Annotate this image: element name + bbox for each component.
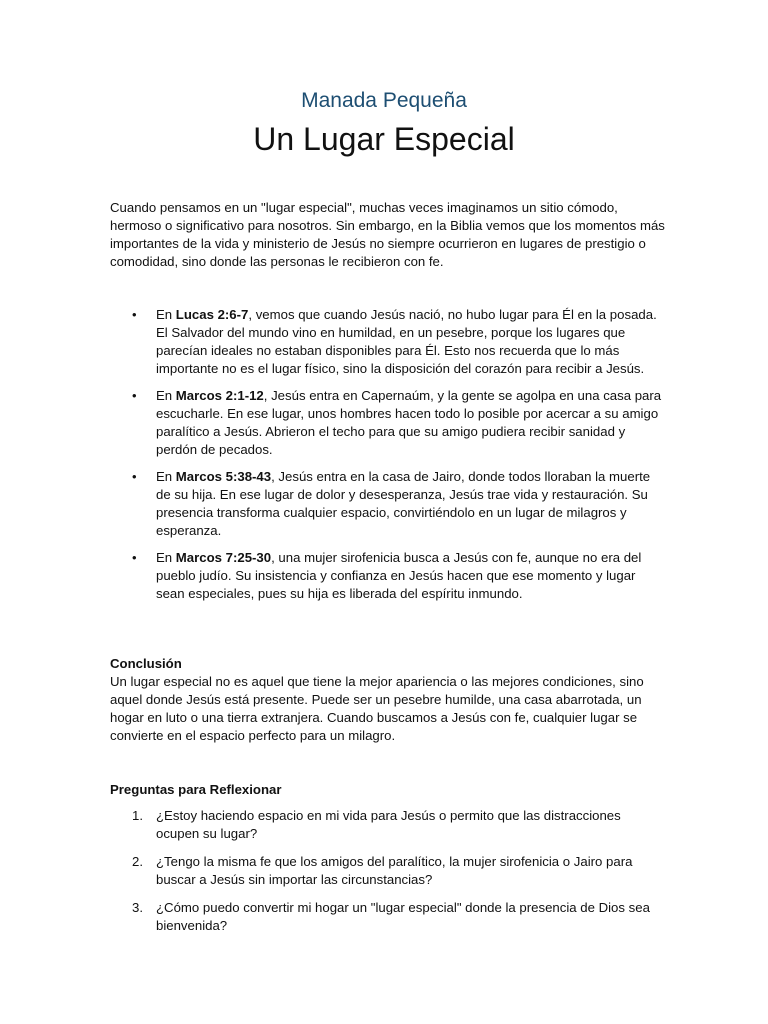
bullet-icon: •	[132, 550, 137, 565]
scripture-text: , Jesús entra en Capernaúm, y la gente se agolpa en una casa para escucharle. En ese lugar, unos hombres hacen todo lo posible por acercar a su amigo paralítico a Jesús. Abrieron el techo para que su amigo pudiera recibir sanidad y perdón de pecados.	[156, 388, 662, 457]
scripture-prefix: En	[156, 550, 176, 565]
scripture-text: , vemos que cuando Jesús nació, no hubo lugar para Él en la posada. El Salvador del mundo vino en humildad, en un pesebre, porque los lugares que parecían ideales no estaban disponibles para Él. Esto nos recuerda que lo más importante no es el lugar físico, sino la disposición del corazón para recibir a Jesús.	[156, 307, 657, 376]
question-text: ¿Cómo puedo convertir mi hogar un "lugar especial" donde la presencia de Dios sea bienvenida?	[156, 900, 650, 933]
scripture-list	[0, 306, 768, 612]
question-text: ¿Tengo la misma fe que los amigos del paralítico, la mujer sirofenicia o Jairo para buscar a Jesús sin importar las circunstancias?	[156, 854, 633, 887]
question-item	[0, 899, 656, 935]
bullet-icon: •	[132, 307, 137, 322]
reflection-questions	[0, 807, 768, 945]
scripture-prefix: En	[156, 469, 176, 484]
scripture-text: , Jesús entra en la casa de Jairo, donde todos lloraban la muerte de su hija. En ese lugar de dolor y desesperanza, Jesús trae vida y restauración. Su presencia transforma cualquier espacio, convirtiéndolo en un lugar de milagros y esperanza.	[156, 469, 651, 538]
question-item	[0, 807, 656, 843]
scripture-item	[0, 549, 666, 603]
bullet-icon: •	[132, 469, 137, 484]
scripture-item	[0, 468, 666, 540]
scripture-item	[0, 387, 666, 459]
reflection-heading: Preguntas para Reflexionar	[110, 782, 282, 797]
conclusion-paragraph: Un lugar especial no es aquel que tiene la mejor apariencia o las mejores condiciones, sino aquel donde Jesús está presente. Puede ser un pesebre humilde, una casa abarrotada, un hogar en luto o una tierra extranjera. Cuando buscamos a Jesús con fe, cualquier lugar se convierte en el espacio perfecto para un milagro.	[110, 674, 644, 743]
document-subtitle: Manada Pequeña	[301, 89, 467, 112]
scripture-prefix: En	[156, 388, 176, 403]
scripture-item	[0, 306, 666, 378]
document-title: Un Lugar Especial	[253, 121, 515, 157]
intro-paragraph: Cuando pensamos en un "lugar especial", muchas veces imaginamos un sitio cómodo, hermoso o significativo para nosotros. Sin embargo, en la Biblia vemos que los momentos más importantes de la vida y ministerio de Jesús no siempre ocurrieron en lugares de prestigio o comodidad, sino donde las personas le recibieron con fe.	[110, 200, 665, 269]
scripture-reference: Marcos 5:38-43	[175, 469, 272, 484]
question-number: 2.	[132, 854, 143, 869]
bullet-icon: •	[132, 388, 137, 403]
scripture-reference: Marcos 7:25-30	[175, 550, 272, 565]
question-number: 3.	[132, 900, 143, 915]
scripture-prefix: En	[156, 307, 176, 322]
conclusion-heading: Conclusión	[110, 656, 182, 671]
scripture-reference: Lucas 2:6-7	[175, 307, 249, 322]
question-text: ¿Estoy haciendo espacio en mi vida para Jesús o permito que las distracciones ocupen su lugar?	[156, 808, 621, 841]
question-number: 1.	[132, 808, 143, 823]
question-item	[0, 853, 656, 889]
scripture-text: , una mujer sirofenicia busca a Jesús con fe, aunque no era del pueblo judío. Su insistencia y confianza en Jesús hacen que ese momento y lugar sean especiales, pues su hija es liberada del espíritu inmundo.	[156, 550, 642, 601]
scripture-reference: Marcos 2:1-12	[175, 388, 264, 403]
